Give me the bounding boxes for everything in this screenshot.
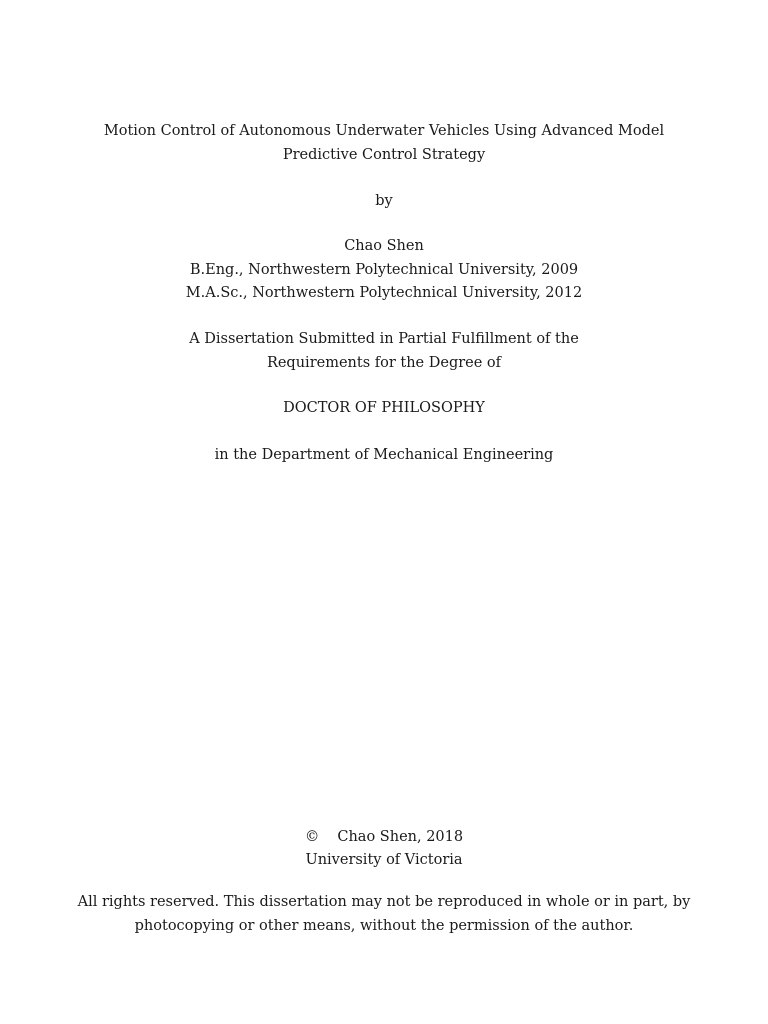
copyright-text: Chao Shen, 2018 — [337, 829, 464, 845]
author-name: Chao Shen — [344, 238, 424, 254]
copyright-icon: © — [304, 829, 320, 845]
rights-line-1: All rights reserved. This dissertation may not be reproduced in whole or in part, by — [77, 894, 691, 910]
copyright-line — [0, 827, 768, 847]
by-text: by — [375, 193, 393, 209]
submission-line-2: Requirements for the Degree of — [266, 355, 502, 371]
university: University of Victoria — [305, 852, 463, 868]
title-line-1: Motion Control of Autonomous Underwater Vehicles Using Advanced Model — [103, 123, 665, 139]
rights-line-2: photocopying or other means, without the permission of the author. — [134, 918, 634, 934]
degree-title: DOCTOR OF PHILOSOPHY — [283, 400, 485, 416]
prior-degree-1: B.Eng., Northwestern Polytechnical University, 2009 — [189, 262, 579, 278]
submission-line-1: A Dissertation Submitted in Partial Fulfillment of the — [189, 331, 579, 347]
title-line-2: Predictive Control Strategy — [282, 147, 486, 163]
prior-degree-2: M.A.Sc., Northwestern Polytechnical University, 2012 — [185, 285, 583, 301]
department: in the Department of Mechanical Engineering — [214, 447, 554, 463]
